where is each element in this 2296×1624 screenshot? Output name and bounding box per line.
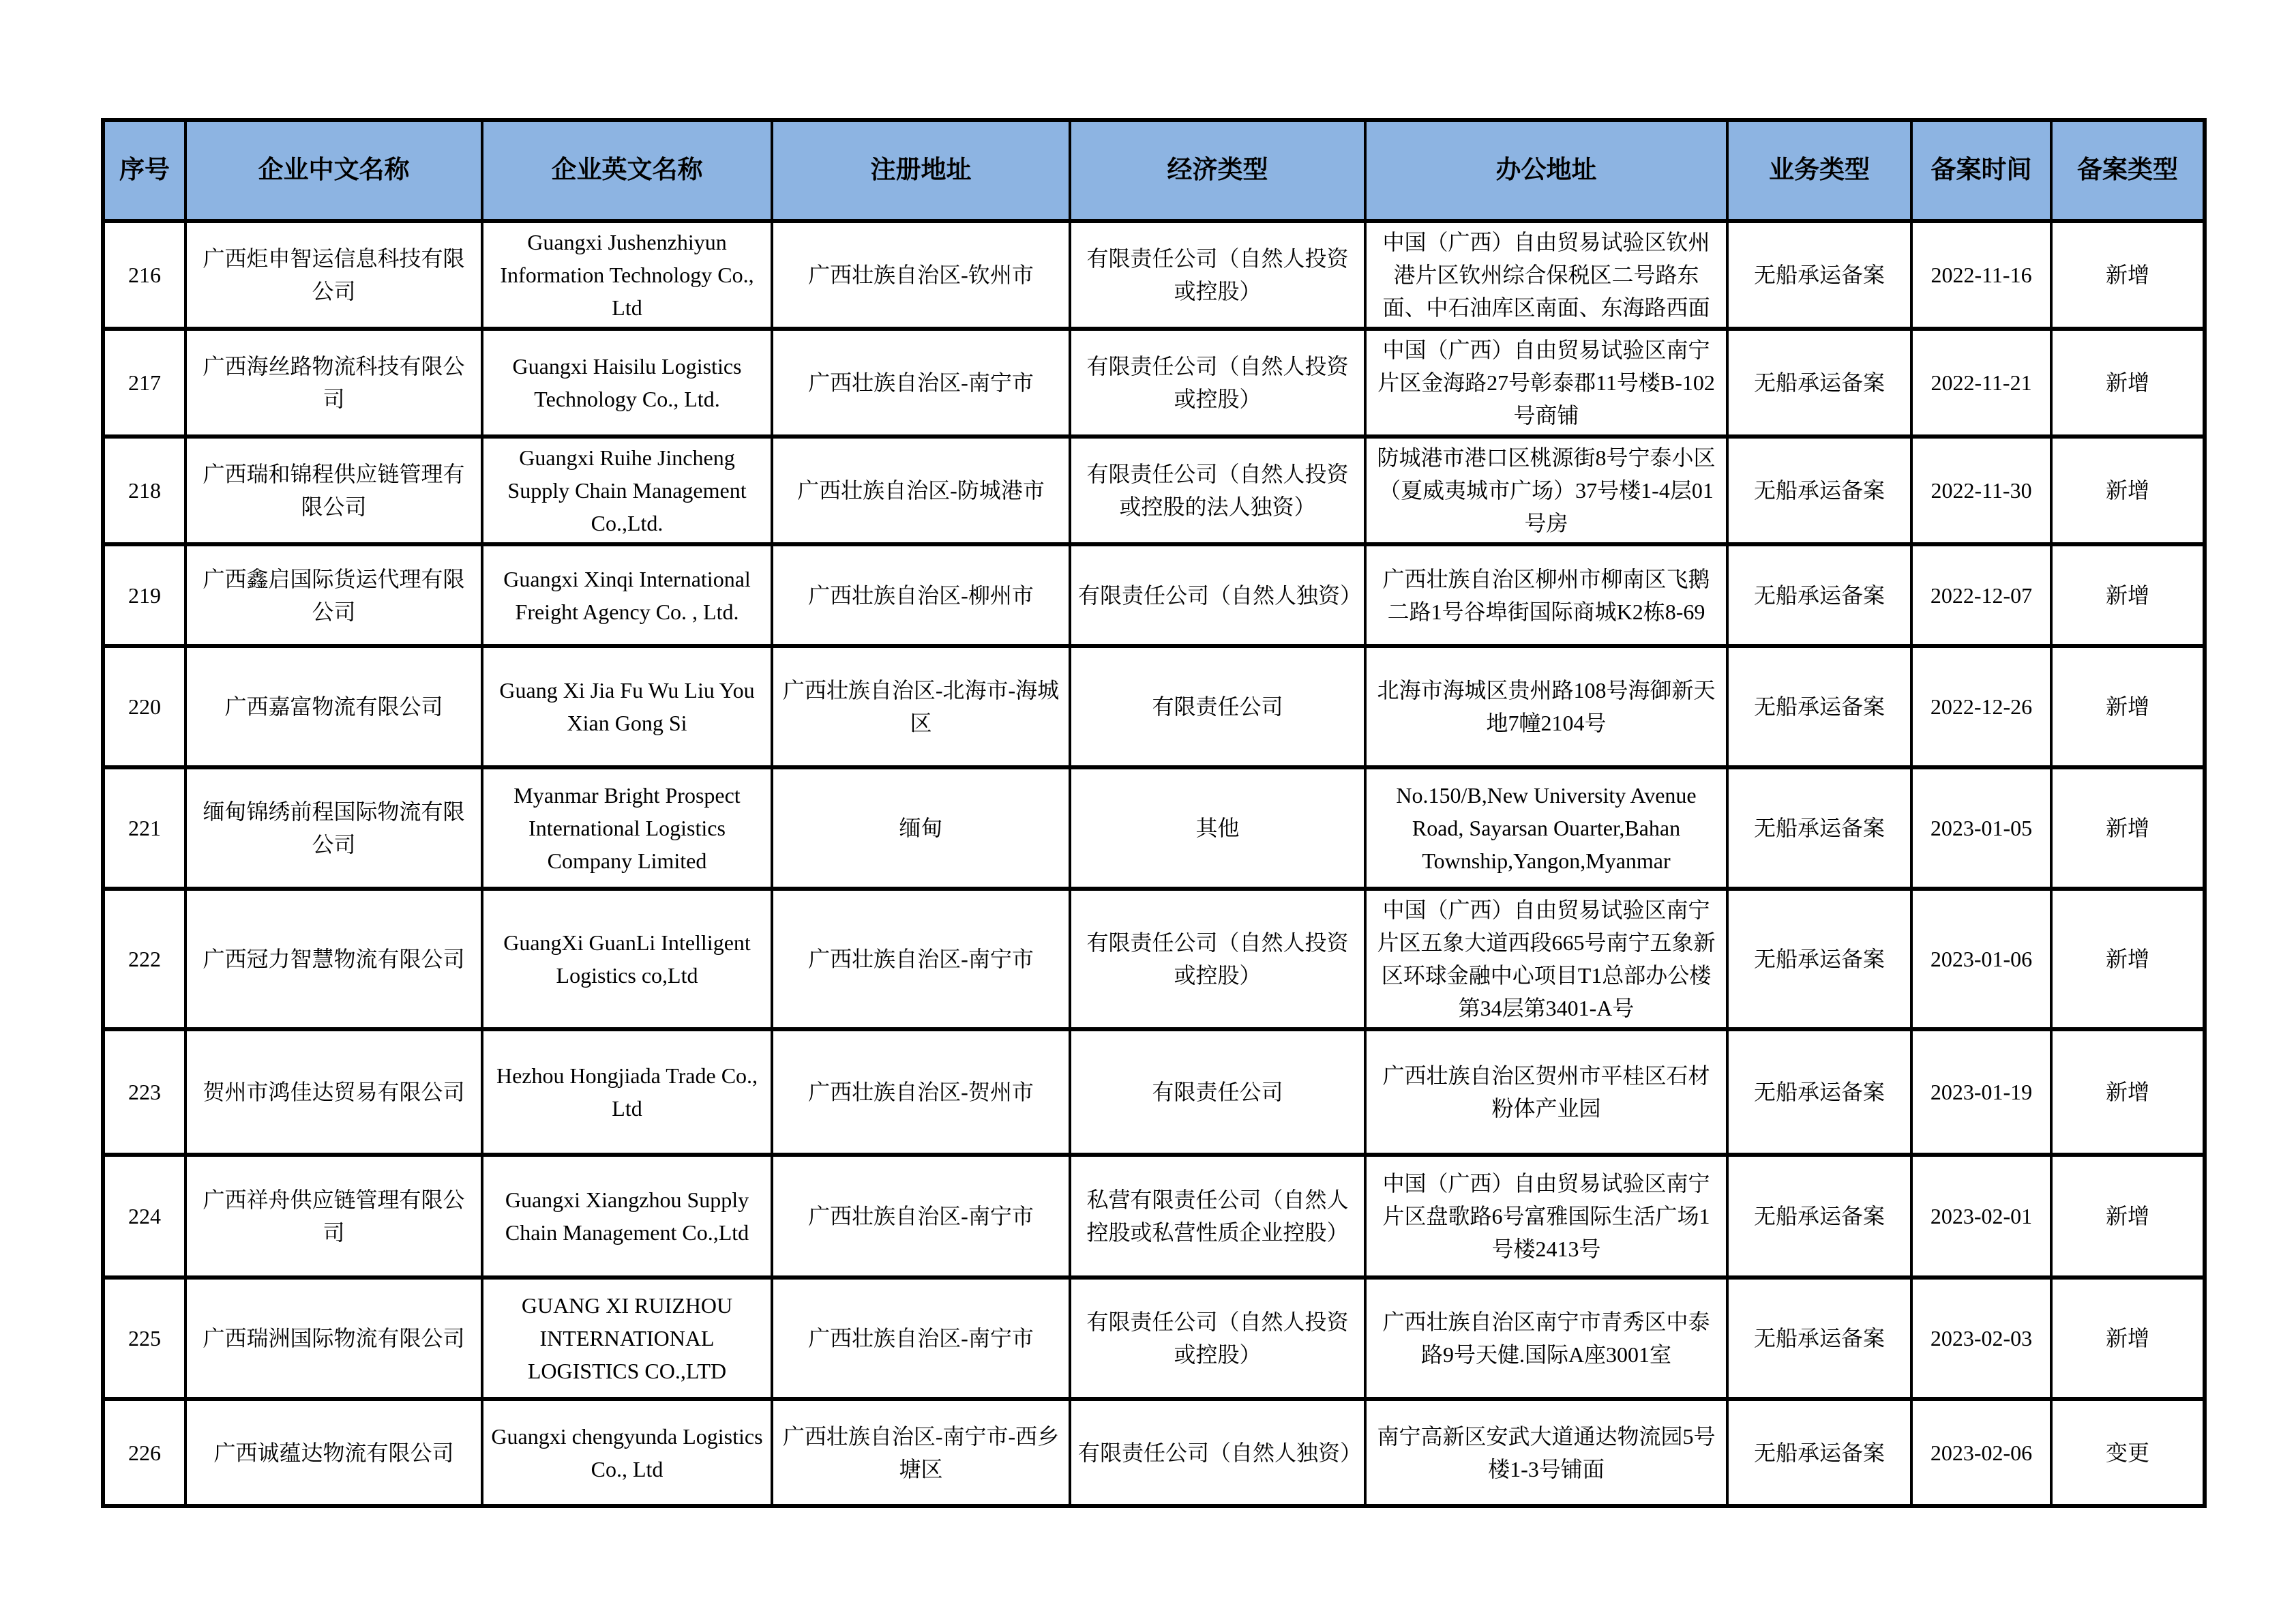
cell-serial-number: 216 [103,221,185,329]
cell-company-name-en: Guangxi chengyunda Logistics Co., Ltd [482,1399,772,1506]
table-row [103,646,2205,767]
cell-business-type: 无船承运备案 [1727,329,1911,437]
cell-company-name-en: Guangxi Xinqi International Freight Agency Co. , Ltd. [482,544,772,646]
cell-serial-number: 226 [103,1399,185,1506]
cell-economic-type: 有限责任公司（自然人投资或控股的法人独资） [1070,437,1365,544]
cell-filing-date: 2023-02-06 [1911,1399,2051,1506]
header-serial-number: 序号 [103,120,185,221]
cell-economic-type: 有限责任公司（自然人投资或控股） [1070,889,1365,1029]
cell-filing-date: 2022-11-30 [1911,437,2051,544]
cell-economic-type: 私营有限责任公司（自然人控股或私营性质企业控股） [1070,1155,1365,1278]
cell-filing-type: 新增 [2051,1278,2205,1399]
cell-filing-date: 2023-01-19 [1911,1029,2051,1155]
cell-serial-number: 217 [103,329,185,437]
cell-business-type: 无船承运备案 [1727,646,1911,767]
header-office-address: 办公地址 [1365,120,1727,221]
cell-office-address: 防城港市港口区桃源街8号宁泰小区（夏威夷城市广场）37号楼1-4层01号房 [1365,437,1727,544]
cell-filing-date: 2022-11-16 [1911,221,2051,329]
table-row [103,221,2205,329]
header-filing-date: 备案时间 [1911,120,2051,221]
cell-office-address: 广西壮族自治区贺州市平桂区石材粉体产业园 [1365,1029,1727,1155]
cell-office-address: 中国（广西）自由贸易试验区南宁片区盘歌路6号富雅国际生活广场1号楼2413号 [1365,1155,1727,1278]
cell-company-name-cn: 广西诚蕴达物流有限公司 [185,1399,482,1506]
table-header [103,120,2205,221]
cell-registered-address: 广西壮族自治区-南宁市 [772,1155,1070,1278]
cell-registered-address: 广西壮族自治区-南宁市 [772,889,1070,1029]
cell-business-type: 无船承运备案 [1727,1399,1911,1506]
cell-company-name-en: Hezhou Hongjiada Trade Co., Ltd [482,1029,772,1155]
cell-registered-address: 广西壮族自治区-钦州市 [772,221,1070,329]
cell-office-address: 南宁高新区安武大道通达物流园5号楼1-3号铺面 [1365,1399,1727,1506]
cell-company-name-cn: 广西海丝路物流科技有限公司 [185,329,482,437]
cell-office-address: No.150/B,New University Avenue Road, Sayarsan Ouarter,Bahan Township,Yangon,Myanmar [1365,767,1727,889]
cell-business-type: 无船承运备案 [1727,1029,1911,1155]
cell-economic-type: 有限责任公司（自然人投资或控股） [1070,329,1365,437]
cell-serial-number: 218 [103,437,185,544]
header-business-type: 业务类型 [1727,120,1911,221]
cell-filing-type: 新增 [2051,544,2205,646]
table-row [103,437,2205,544]
cell-registered-address: 广西壮族自治区-北海市-海城区 [772,646,1070,767]
cell-office-address: 中国（广西）自由贸易试验区钦州港片区钦州综合保税区二号路东面、中石油库区南面、东海路西面 [1365,221,1727,329]
cell-company-name-cn: 广西瑞洲国际物流有限公司 [185,1278,482,1399]
cell-registered-address: 广西壮族自治区-南宁市-西乡塘区 [772,1399,1070,1506]
table-row [103,544,2205,646]
cell-serial-number: 224 [103,1155,185,1278]
cell-filing-type: 新增 [2051,767,2205,889]
cell-business-type: 无船承运备案 [1727,1278,1911,1399]
cell-economic-type: 有限责任公司（自然人独资） [1070,1399,1365,1506]
cell-company-name-en: GUANG XI RUIZHOU INTERNATIONAL LOGISTICS CO.,LTD [482,1278,772,1399]
cell-registered-address: 缅甸 [772,767,1070,889]
cell-serial-number: 222 [103,889,185,1029]
cell-company-name-cn: 缅甸锦绣前程国际物流有限公司 [185,767,482,889]
cell-registered-address: 广西壮族自治区-防城港市 [772,437,1070,544]
cell-office-address: 中国（广西）自由贸易试验区南宁片区五象大道西段665号南宁五象新区环球金融中心项目T1总部办公楼第34层第3401-A号 [1365,889,1727,1029]
cell-serial-number: 219 [103,544,185,646]
header-filing-type: 备案类型 [2051,120,2205,221]
cell-filing-type: 新增 [2051,221,2205,329]
cell-business-type: 无船承运备案 [1727,221,1911,329]
cell-filing-type: 新增 [2051,437,2205,544]
table-row [103,1029,2205,1155]
cell-business-type: 无船承运备案 [1727,1155,1911,1278]
cell-business-type: 无船承运备案 [1727,544,1911,646]
cell-office-address: 广西壮族自治区柳州市柳南区飞鹅二路1号谷埠街国际商城K2栋8-69 [1365,544,1727,646]
cell-serial-number: 220 [103,646,185,767]
cell-filing-date: 2023-01-05 [1911,767,2051,889]
cell-company-name-cn: 广西祥舟供应链管理有限公司 [185,1155,482,1278]
cell-economic-type: 有限责任公司（自然人投资或控股） [1070,1278,1365,1399]
cell-company-name-cn: 广西嘉富物流有限公司 [185,646,482,767]
table-row [103,329,2205,437]
cell-office-address: 北海市海城区贵州路108号海御新天地7幢2104号 [1365,646,1727,767]
cell-registered-address: 广西壮族自治区-南宁市 [772,1278,1070,1399]
cell-company-name-cn: 广西瑞和锦程供应链管理有限公司 [185,437,482,544]
cell-economic-type: 其他 [1070,767,1365,889]
cell-business-type: 无船承运备案 [1727,767,1911,889]
cell-filing-type: 新增 [2051,329,2205,437]
cell-company-name-en: Myanmar Bright Prospect International Logistics Company Limited [482,767,772,889]
cell-filing-date: 2022-12-07 [1911,544,2051,646]
cell-company-name-cn: 广西炬申智运信息科技有限公司 [185,221,482,329]
cell-registered-address: 广西壮族自治区-柳州市 [772,544,1070,646]
cell-filing-type: 新增 [2051,646,2205,767]
table-row [103,889,2205,1029]
cell-company-name-en: Guangxi Xiangzhou Supply Chain Management Co.,Ltd [482,1155,772,1278]
cell-company-name-en: Guangxi Jushenzhiyun Information Technology Co., Ltd [482,221,772,329]
cell-office-address: 广西壮族自治区南宁市青秀区中泰路9号天健.国际A座3001室 [1365,1278,1727,1399]
cell-business-type: 无船承运备案 [1727,437,1911,544]
cell-filing-type: 变更 [2051,1399,2205,1506]
cell-filing-type: 新增 [2051,1029,2205,1155]
cell-company-name-en: GuangXi GuanLi Intelligent Logistics co,Ltd [482,889,772,1029]
cell-serial-number: 221 [103,767,185,889]
header-row [103,120,2205,221]
header-company-name-en: 企业英文名称 [482,120,772,221]
header-company-name-cn: 企业中文名称 [185,120,482,221]
cell-economic-type: 有限责任公司（自然人投资或控股） [1070,221,1365,329]
cell-economic-type: 有限责任公司 [1070,646,1365,767]
table-body [103,221,2205,1506]
cell-economic-type: 有限责任公司 [1070,1029,1365,1155]
cell-registered-address: 广西壮族自治区-南宁市 [772,329,1070,437]
cell-company-name-en: Guangxi Ruihe Jincheng Supply Chain Management Co.,Ltd. [482,437,772,544]
cell-serial-number: 225 [103,1278,185,1399]
cell-company-name-cn: 广西冠力智慧物流有限公司 [185,889,482,1029]
table-row [103,1399,2205,1506]
cell-company-name-cn: 贺州市鸿佳达贸易有限公司 [185,1029,482,1155]
table-row [103,1278,2205,1399]
cell-economic-type: 有限责任公司（自然人独资） [1070,544,1365,646]
cell-filing-date: 2022-12-26 [1911,646,2051,767]
cell-registered-address: 广西壮族自治区-贺州市 [772,1029,1070,1155]
cell-company-name-en: Guangxi Haisilu Logistics Technology Co., Ltd. [482,329,772,437]
cell-filing-date: 2023-01-06 [1911,889,2051,1029]
nvocc-filing-table [101,118,2207,1508]
cell-filing-date: 2022-11-21 [1911,329,2051,437]
table-row [103,1155,2205,1278]
table-row [103,767,2205,889]
cell-serial-number: 223 [103,1029,185,1155]
header-economic-type: 经济类型 [1070,120,1365,221]
cell-office-address: 中国（广西）自由贸易试验区南宁片区金海路27号彰泰郡11号楼B-102号商铺 [1365,329,1727,437]
cell-filing-type: 新增 [2051,1155,2205,1278]
cell-company-name-en: Guang Xi Jia Fu Wu Liu You Xian Gong Si [482,646,772,767]
cell-filing-date: 2023-02-03 [1911,1278,2051,1399]
cell-company-name-cn: 广西鑫启国际货运代理有限公司 [185,544,482,646]
header-registered-address: 注册地址 [772,120,1070,221]
cell-filing-type: 新增 [2051,889,2205,1029]
cell-business-type: 无船承运备案 [1727,889,1911,1029]
cell-filing-date: 2023-02-01 [1911,1155,2051,1278]
